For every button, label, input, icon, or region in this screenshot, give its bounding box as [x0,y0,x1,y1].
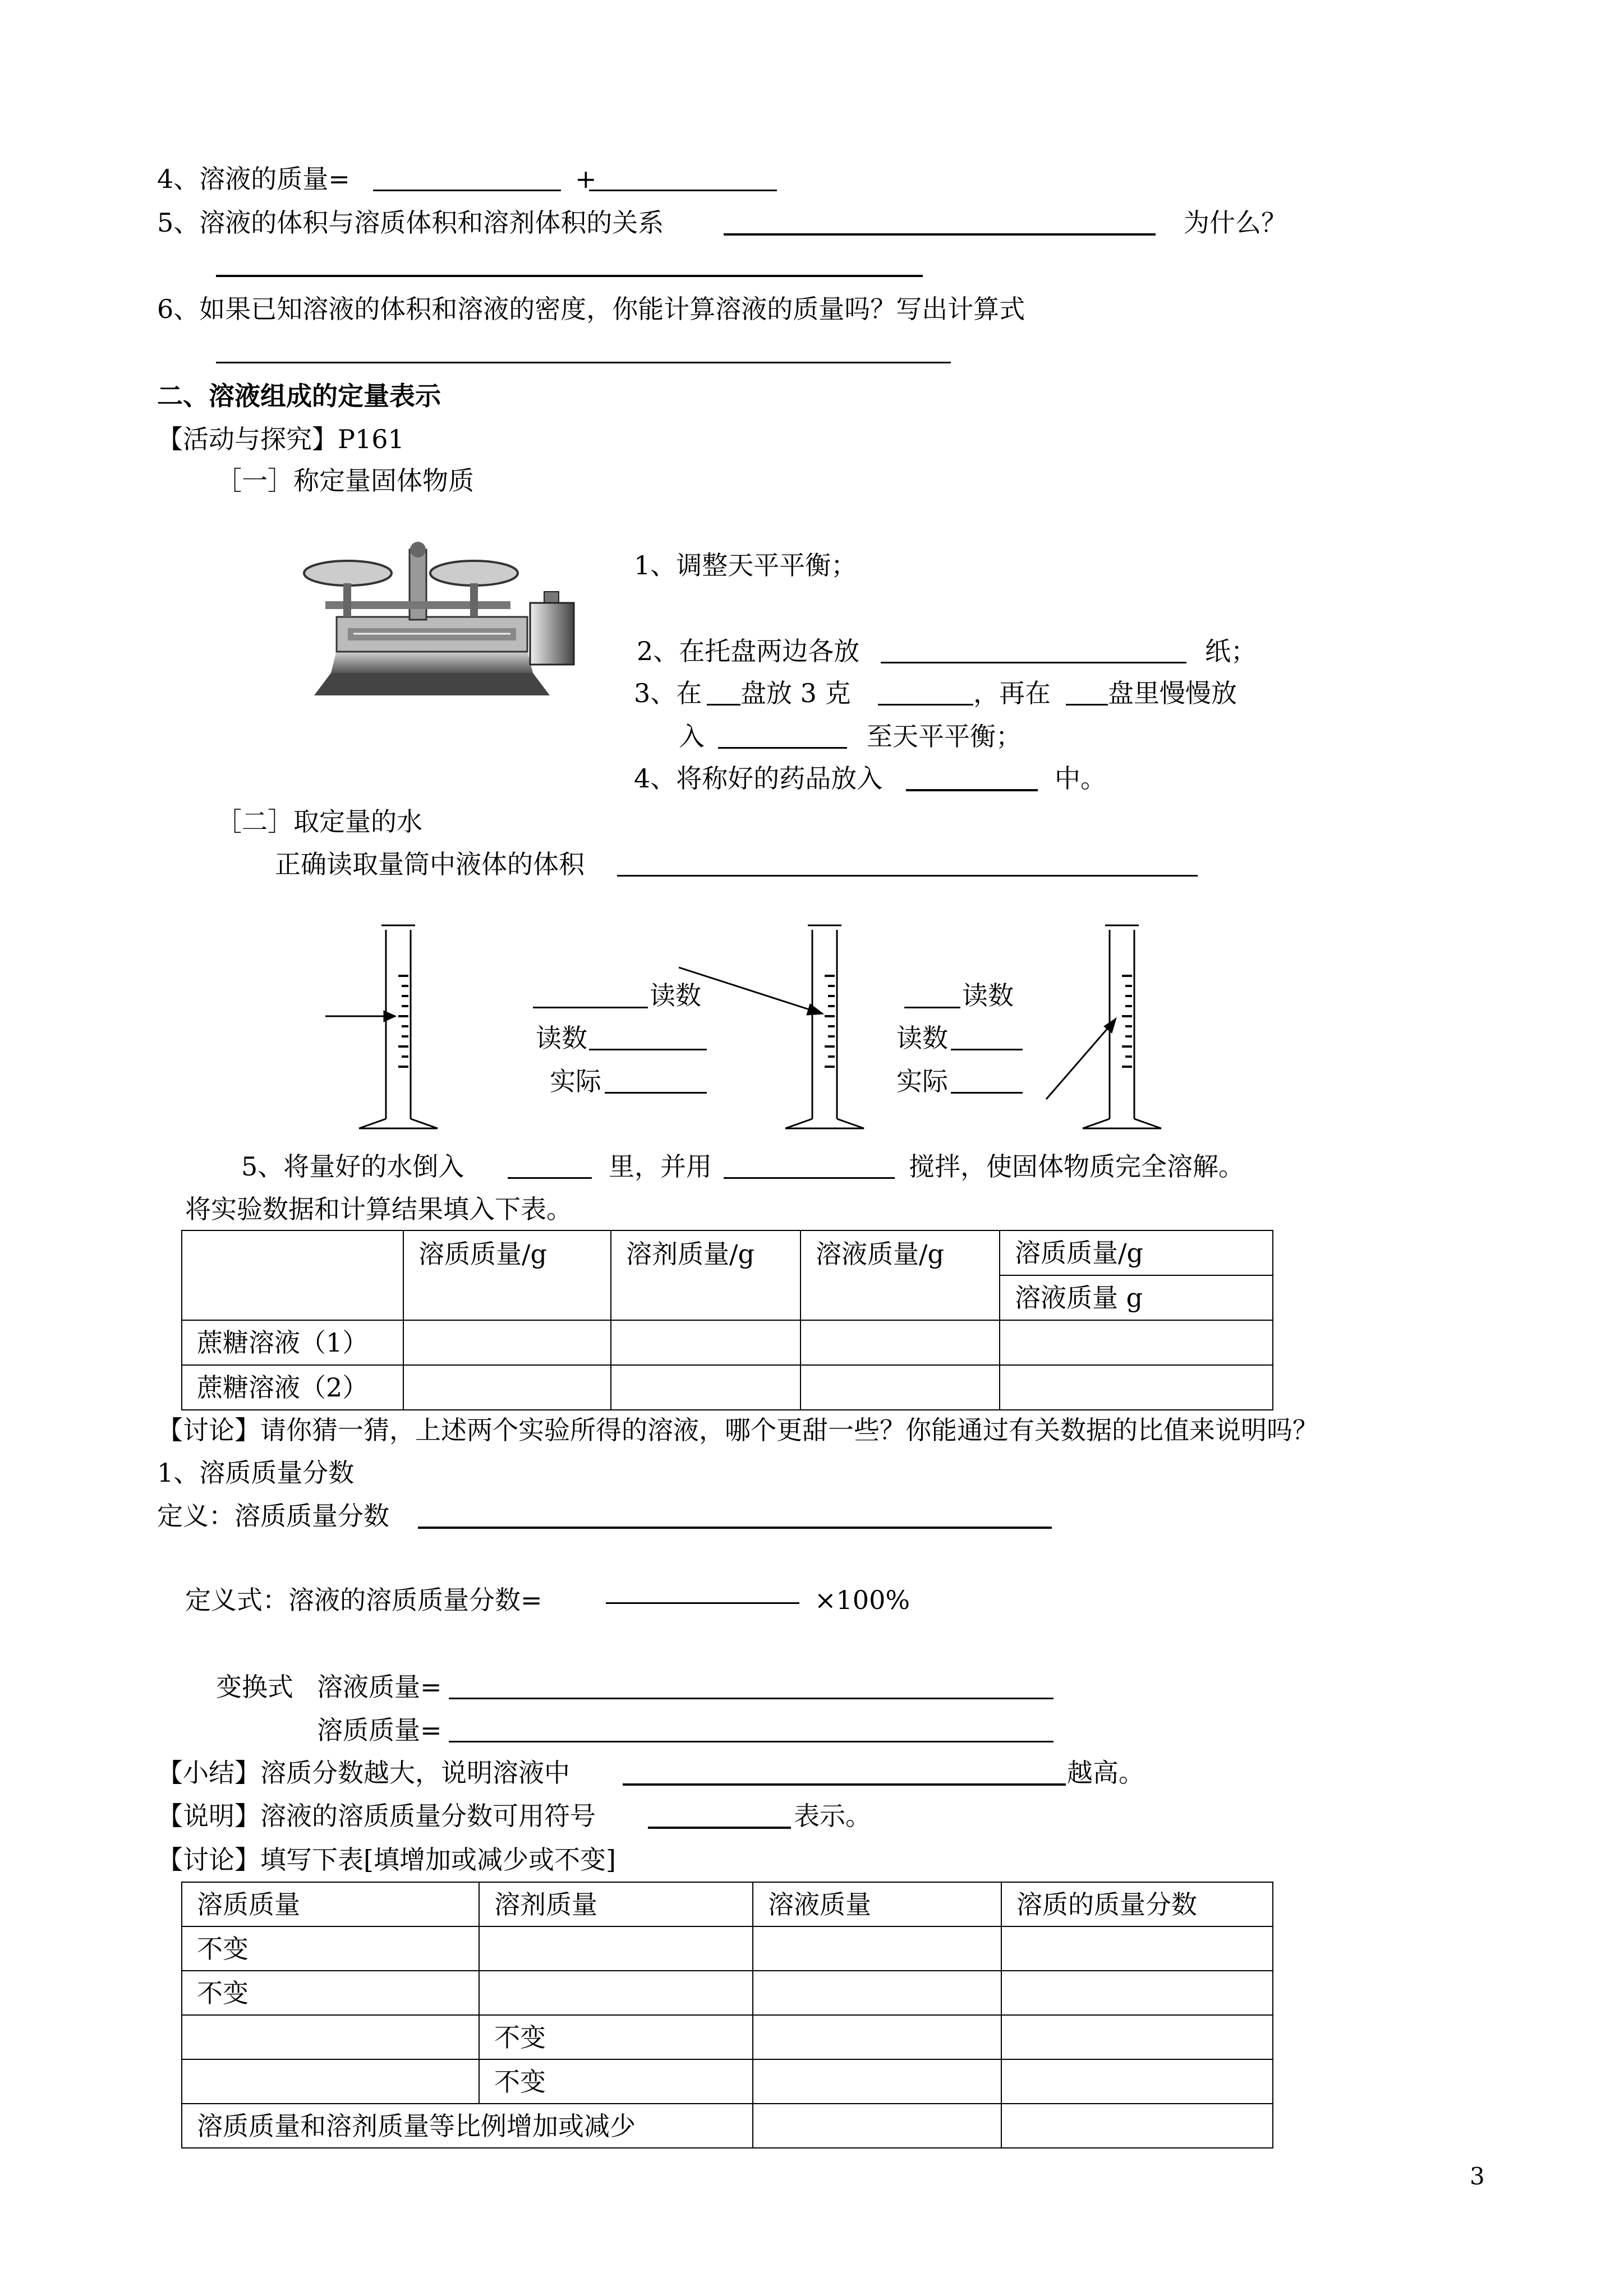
mass-fraction-heading: 1、溶质质量分数 [157,1458,355,1488]
q4-plus: + [575,164,597,194]
step3-blank-pan1[interactable] [707,704,740,706]
read-volume-label: 正确读取量筒中液体的体积 [275,849,585,879]
change-table [181,1882,1273,2149]
step5-a: 5、将量好的水倒入 [241,1151,464,1182]
part1-step2-b: 纸； [1205,636,1257,666]
part1-step4-a: 4、将称好的药品放入 [634,763,883,794]
table-cell[interactable] [611,1320,801,1365]
part1-step4-b: 中。 [1055,763,1106,794]
view1-reading-label: 读数 [650,980,701,1011]
step5-blank-2[interactable] [724,1177,895,1179]
step4-blank[interactable] [906,789,1038,791]
discussion-2: 【讨论】填写下表[填增加或减少或不变] [157,1845,616,1875]
table-cell[interactable] [1001,1971,1273,2015]
note-b: 表示。 [794,1801,871,1831]
read-volume-blank[interactable] [617,875,1198,877]
part1-step1: 1、调整天平平衡； [634,550,857,580]
step5-blank-1[interactable] [508,1177,592,1179]
q6-blank[interactable] [216,362,951,363]
view2-actual-label: 实际 [896,1066,948,1096]
cell-unchanged: 不变 [182,1926,479,1971]
step3-blank-pan2[interactable] [1066,704,1108,706]
experiment-table [181,1230,1273,1410]
section2-title: 二、溶液组成的定量表示 [157,381,441,411]
header-solute: 溶质质量 [182,1882,479,1926]
activity-label: 【活动与探究】P161 [157,424,404,454]
discussion-1: 【讨论】请你猜一猜，上述两个实验所得的溶液，哪个更甜一些？你能通过有关数据的比值来说明吗？ [157,1415,1318,1445]
header-solvent-mass: 溶剂质量/g [611,1230,801,1320]
row-label-sucrose-1: 蔗糖溶液（1） [182,1320,403,1365]
table-cell[interactable] [753,1971,1001,2015]
step3-blank-substance[interactable] [878,704,973,706]
cell-proportional-change: 溶质质量和溶剂质量等比例增加或减少 [182,2104,753,2148]
q4-blank-1[interactable] [373,190,561,191]
transform-label: 变换式 [216,1672,293,1702]
table-cell[interactable] [753,2015,1001,2059]
solute-mass-label: 溶质质量= [317,1715,442,1745]
view2-reading-label-2: 读数 [896,1023,948,1053]
view1-blank-1[interactable] [533,1007,648,1008]
cylinder-level-view [325,925,438,1128]
view1-reading-label-2: 读数 [536,1023,587,1053]
q5-why: 为什么？ [1184,208,1287,238]
solution-mass-label: 溶液质量= [317,1672,442,1702]
table-cell[interactable] [479,1926,753,1971]
part1-step3-c: ，再在 [973,678,1051,708]
formula-label: 定义式：溶液的溶质质量分数= [185,1585,542,1615]
q5-blank-2[interactable] [216,275,923,277]
header-solution-mass: 溶液质量/g [801,1230,1000,1320]
part1-step3-d: 盘里慢慢放 [1108,678,1237,708]
part1-step2-a: 2、在托盘两边各放 [637,636,860,666]
note-symbol-blank[interactable] [648,1827,791,1829]
table-cell[interactable] [801,1365,1000,1410]
table-cell[interactable] [1000,1365,1273,1410]
q4-label: 4、溶液的质量= [157,164,350,194]
step3-blank-add[interactable] [718,747,847,749]
view1-actual-label: 实际 [550,1066,601,1096]
summary-b: 越高。 [1067,1758,1144,1788]
q5-blank-1[interactable] [724,233,1156,236]
summary-a: 【小结】溶质分数越大，说明溶液中 [157,1758,570,1788]
part1-title: ［一］称定量固体物质 [216,465,474,496]
cell-unchanged: 不变 [182,1971,479,2015]
cell-unchanged: 不变 [479,2059,753,2104]
table-cell[interactable] [1001,2015,1273,2059]
view2-blank-1[interactable] [904,1007,960,1008]
table-cell[interactable] [1001,2059,1273,2104]
step2-blank[interactable] [881,662,1186,663]
header-solvent: 溶剂质量 [479,1882,753,1926]
table-cell[interactable] [1000,1320,1273,1365]
header-mass-fraction: 溶质的质量分数 [1001,1882,1273,1926]
table-cell[interactable] [611,1365,801,1410]
page-number: 3 [1470,2163,1485,2190]
table-cell[interactable] [182,2015,479,2059]
header-ratio-denominator: 溶液质量 g [1000,1275,1273,1320]
solution-mass-blank[interactable] [449,1698,1053,1699]
part1-step3-f: 至天平平衡； [867,721,1022,751]
note-a: 【说明】溶液的溶质质量分数可用符号 [157,1801,596,1831]
step5-b: 里，并用 [609,1151,712,1182]
table-cell[interactable] [1001,2104,1273,2148]
view2-reading-label: 读数 [962,980,1014,1011]
q6-label: 6、如果已知溶液的体积和溶液的密度，你能计算溶液的质量吗？写出计算式 [157,294,1025,324]
part2-title: ［二］取定量的水 [216,806,422,837]
part1-step3-a: 3、在 [634,678,702,708]
times-100-label: ×100% [815,1585,910,1615]
cell-unchanged: 不变 [479,2015,753,2059]
view2-blank-2[interactable] [951,1049,1023,1050]
part1-step3-b: 盘放 3 克 [740,678,851,708]
view1-blank-2[interactable] [589,1049,707,1050]
table-cell[interactable] [182,2059,479,2104]
cylinder-look-up-view [1046,925,1161,1128]
table-cell[interactable] [801,1320,1000,1365]
header-solute-mass: 溶质质量/g [403,1230,611,1320]
table-cell[interactable] [753,2059,1001,2104]
row-label-sucrose-2: 蔗糖溶液（2） [182,1365,403,1410]
cylinder-look-down-view [679,925,864,1128]
experiment-table-corner [182,1230,403,1320]
table-cell[interactable] [753,1926,1001,1971]
balance-scale-image [303,538,583,701]
table-cell[interactable] [403,1365,611,1410]
header-ratio-numerator: 溶质质量/g [1000,1230,1273,1275]
view2-blank-3[interactable] [951,1092,1023,1094]
cylinders-diagram [325,920,1279,1133]
solute-mass-blank[interactable] [449,1741,1053,1742]
q5-label: 5、溶液的体积与溶质体积和溶剂体积的关系 [157,208,664,238]
table-cell[interactable] [753,2104,1001,2148]
part1-step3-e: 入 [679,721,705,751]
view1-blank-3[interactable] [605,1092,707,1094]
table-cell[interactable] [479,1971,753,2015]
header-solution: 溶液质量 [753,1882,1001,1926]
fraction-bar[interactable] [606,1602,799,1604]
table-cell[interactable] [1001,1926,1273,1971]
summary-blank[interactable] [623,1783,1066,1786]
table-cell[interactable] [403,1320,611,1365]
step5-c: 搅拌，使固体物质完全溶解。 [909,1151,1244,1182]
q4-blank-2[interactable] [589,190,777,191]
definition-blank[interactable] [418,1527,1052,1529]
fill-table-intro: 将实验数据和计算结果填入下表。 [185,1194,572,1224]
definition-label: 定义：溶质质量分数 [157,1501,389,1531]
